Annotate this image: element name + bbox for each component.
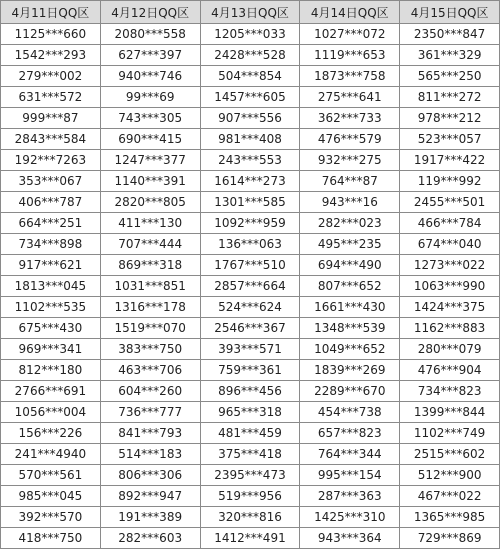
table-cell: 675***430 — [1, 318, 101, 339]
table-cell: 631***572 — [1, 87, 101, 108]
table-cell: 418***750 — [1, 528, 101, 549]
table-cell: 282***603 — [100, 528, 200, 549]
table-cell: 1767***510 — [200, 255, 300, 276]
table-cell: 1031***851 — [100, 276, 200, 297]
table-cell: 481***459 — [200, 423, 300, 444]
table-cell: 243***553 — [200, 150, 300, 171]
column-header: 4月15日QQ区 — [400, 1, 500, 24]
table-cell: 734***898 — [1, 234, 101, 255]
table-row — [1, 108, 500, 129]
table-cell: 2428***528 — [200, 45, 300, 66]
table-cell: 1399***844 — [400, 402, 500, 423]
column-header: 4月13日QQ区 — [200, 1, 300, 24]
table-cell: 604***260 — [100, 381, 200, 402]
table-cell: 241***4940 — [1, 444, 101, 465]
table-cell: 1092***959 — [200, 213, 300, 234]
table-cell: 978***212 — [400, 108, 500, 129]
table-cell: 943***364 — [300, 528, 400, 549]
table-cell: 999***87 — [1, 108, 101, 129]
table-cell: 764***87 — [300, 171, 400, 192]
table-cell: 504***854 — [200, 66, 300, 87]
table-cell: 570***561 — [1, 465, 101, 486]
table-cell: 275***641 — [300, 87, 400, 108]
table-cell: 454***738 — [300, 402, 400, 423]
table-cell: 362***733 — [300, 108, 400, 129]
table-row — [1, 87, 500, 108]
table-cell: 383***750 — [100, 339, 200, 360]
table-cell: 1614***273 — [200, 171, 300, 192]
table-cell: 466***784 — [400, 213, 500, 234]
table-cell: 690***415 — [100, 129, 200, 150]
table-cell: 892***947 — [100, 486, 200, 507]
table-row — [1, 360, 500, 381]
table-cell: 736***777 — [100, 402, 200, 423]
table-cell: 467***022 — [400, 486, 500, 507]
table-cell: 406***787 — [1, 192, 101, 213]
table-cell: 917***621 — [1, 255, 101, 276]
table-row — [1, 381, 500, 402]
table-cell: 943***16 — [300, 192, 400, 213]
table-cell: 2766***691 — [1, 381, 101, 402]
table-cell: 743***305 — [100, 108, 200, 129]
column-header: 4月12日QQ区 — [100, 1, 200, 24]
table-row — [1, 423, 500, 444]
table-cell: 320***816 — [200, 507, 300, 528]
table-cell: 807***652 — [300, 276, 400, 297]
table-cell: 1519***070 — [100, 318, 200, 339]
table-cell: 940***746 — [100, 66, 200, 87]
table-row — [1, 192, 500, 213]
table-cell: 2080***558 — [100, 24, 200, 45]
table-cell: 392***570 — [1, 507, 101, 528]
table-row — [1, 150, 500, 171]
table-cell: 512***900 — [400, 465, 500, 486]
table-cell: 514***183 — [100, 444, 200, 465]
table-row — [1, 507, 500, 528]
table-cell: 1140***391 — [100, 171, 200, 192]
table-cell: 1049***652 — [300, 339, 400, 360]
table-cell: 287***363 — [300, 486, 400, 507]
table-cell: 707***444 — [100, 234, 200, 255]
column-header: 4月14日QQ区 — [300, 1, 400, 24]
table-cell: 2350***847 — [400, 24, 500, 45]
table-cell: 361***329 — [400, 45, 500, 66]
table-cell: 896***456 — [200, 381, 300, 402]
table-cell: 495***235 — [300, 234, 400, 255]
table-row — [1, 465, 500, 486]
table-cell: 99***69 — [100, 87, 200, 108]
header-row — [1, 1, 500, 24]
table-cell: 811***272 — [400, 87, 500, 108]
table-cell: 981***408 — [200, 129, 300, 150]
table-row — [1, 171, 500, 192]
table-cell: 1348***539 — [300, 318, 400, 339]
table-cell: 1205***033 — [200, 24, 300, 45]
table-cell: 664***251 — [1, 213, 101, 234]
column-header: 4月11日QQ区 — [1, 1, 101, 24]
table-cell: 375***418 — [200, 444, 300, 465]
table-cell: 353***067 — [1, 171, 101, 192]
table-cell: 2546***367 — [200, 318, 300, 339]
table-cell: 965***318 — [200, 402, 300, 423]
table-body — [1, 24, 500, 549]
table-cell: 627***397 — [100, 45, 200, 66]
table-cell: 932***275 — [300, 150, 400, 171]
table-row — [1, 339, 500, 360]
table-cell: 1457***605 — [200, 87, 300, 108]
table-row — [1, 234, 500, 255]
table-cell: 1316***178 — [100, 297, 200, 318]
table-cell: 759***361 — [200, 360, 300, 381]
table-cell: 806***306 — [100, 465, 200, 486]
table-cell: 1301***585 — [200, 192, 300, 213]
table-cell: 729***869 — [400, 528, 500, 549]
table-cell: 192***7263 — [1, 150, 101, 171]
table-cell: 1839***269 — [300, 360, 400, 381]
table-cell: 869***318 — [100, 255, 200, 276]
table-cell: 674***040 — [400, 234, 500, 255]
table-cell: 2820***805 — [100, 192, 200, 213]
table-cell: 1412***491 — [200, 528, 300, 549]
table-cell: 519***956 — [200, 486, 300, 507]
table-cell: 1273***022 — [400, 255, 500, 276]
table-cell: 969***341 — [1, 339, 101, 360]
table-cell: 2515***602 — [400, 444, 500, 465]
table-row — [1, 528, 500, 549]
table-cell: 985***045 — [1, 486, 101, 507]
table-cell: 1873***758 — [300, 66, 400, 87]
table-cell: 156***226 — [1, 423, 101, 444]
table-cell: 2289***670 — [300, 381, 400, 402]
table-cell: 2857***664 — [200, 276, 300, 297]
table-cell: 1102***749 — [400, 423, 500, 444]
table-cell: 1425***310 — [300, 507, 400, 528]
table-cell: 411***130 — [100, 213, 200, 234]
table-cell: 812***180 — [1, 360, 101, 381]
table-cell: 1365***985 — [400, 507, 500, 528]
table-row — [1, 297, 500, 318]
table-cell: 282***023 — [300, 213, 400, 234]
table-row — [1, 318, 500, 339]
table-row — [1, 129, 500, 150]
table-cell: 1917***422 — [400, 150, 500, 171]
table-row — [1, 66, 500, 87]
table-row — [1, 444, 500, 465]
table-cell: 2455***501 — [400, 192, 500, 213]
table-cell: 476***904 — [400, 360, 500, 381]
table-cell: 191***389 — [100, 507, 200, 528]
table-row — [1, 276, 500, 297]
table-row — [1, 213, 500, 234]
table-cell: 694***490 — [300, 255, 400, 276]
table-cell: 1063***990 — [400, 276, 500, 297]
table-cell: 1056***004 — [1, 402, 101, 423]
table-row — [1, 486, 500, 507]
table-cell: 523***057 — [400, 129, 500, 150]
table-cell: 1162***883 — [400, 318, 500, 339]
table-cell: 1125***660 — [1, 24, 101, 45]
table-cell: 1813***045 — [1, 276, 101, 297]
table-cell: 907***556 — [200, 108, 300, 129]
table-cell: 1102***535 — [1, 297, 101, 318]
table-cell: 119***992 — [400, 171, 500, 192]
table-cell: 476***579 — [300, 129, 400, 150]
table-cell: 2843***584 — [1, 129, 101, 150]
table-cell: 1119***653 — [300, 45, 400, 66]
table-cell: 764***344 — [300, 444, 400, 465]
table-row — [1, 402, 500, 423]
table-cell: 280***079 — [400, 339, 500, 360]
table-row — [1, 24, 500, 45]
table-cell: 657***823 — [300, 423, 400, 444]
table-cell: 1661***430 — [300, 297, 400, 318]
table-cell: 1247***377 — [100, 150, 200, 171]
table-cell: 1027***072 — [300, 24, 400, 45]
table-cell: 524***624 — [200, 297, 300, 318]
table-cell: 2395***473 — [200, 465, 300, 486]
table-row — [1, 45, 500, 66]
table-cell: 734***823 — [400, 381, 500, 402]
table-cell: 995***154 — [300, 465, 400, 486]
table-cell: 1542***293 — [1, 45, 101, 66]
table-row — [1, 255, 500, 276]
table-cell: 565***250 — [400, 66, 500, 87]
table-cell: 841***793 — [100, 423, 200, 444]
table-cell: 136***063 — [200, 234, 300, 255]
table-cell: 1424***375 — [400, 297, 500, 318]
table-cell: 393***571 — [200, 339, 300, 360]
table-cell: 279***002 — [1, 66, 101, 87]
table-cell: 463***706 — [100, 360, 200, 381]
